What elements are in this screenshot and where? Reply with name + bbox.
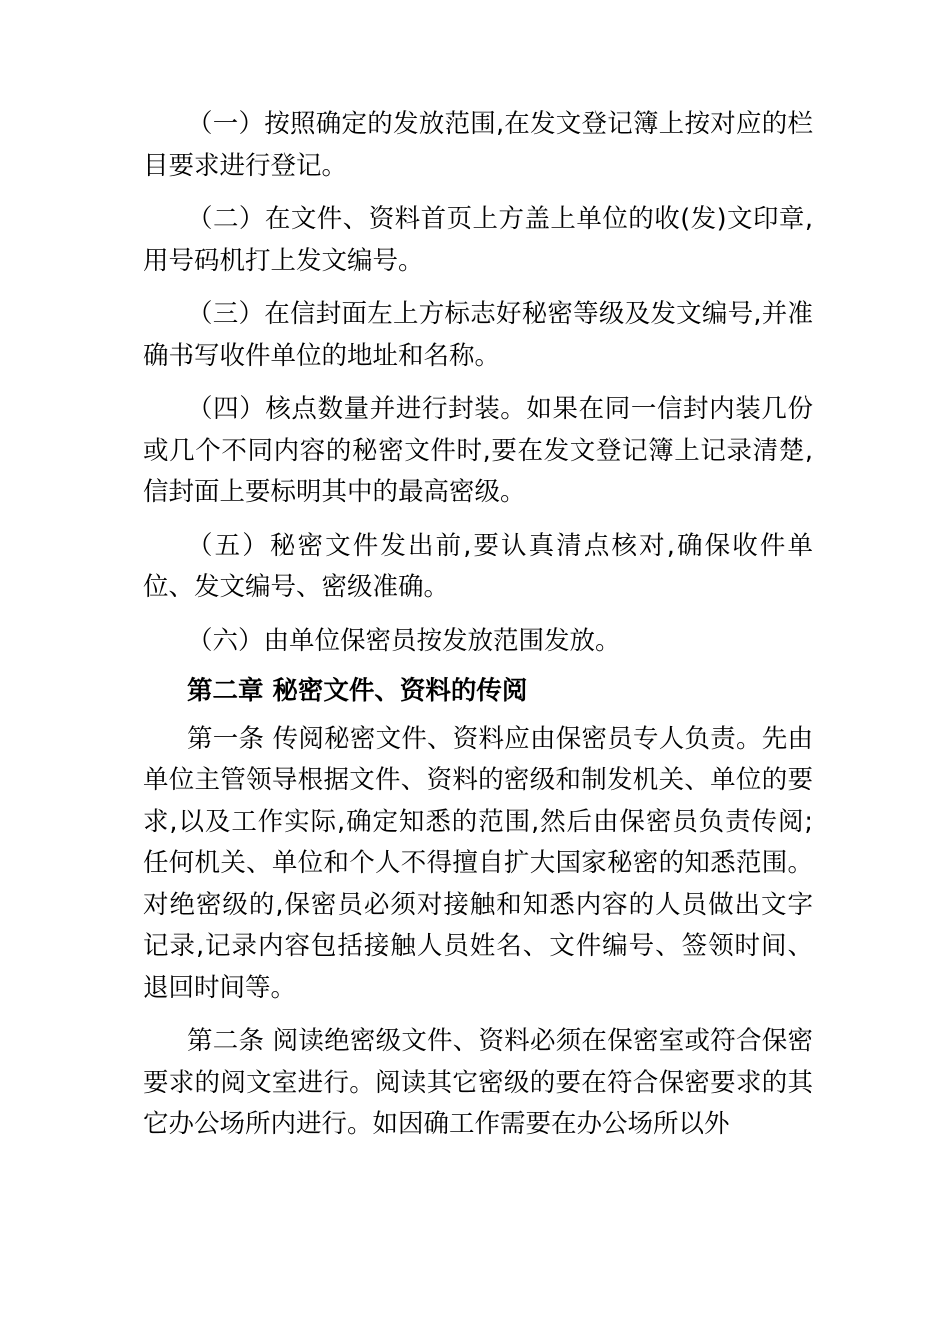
paragraph-item-3: （三）在信封面左上方标志好秘密等级及发文编号,并准确书写收件单位的地址和名称。 (143, 299, 813, 371)
paragraph-item-5: （五）秘密文件发出前,要认真清点核对,确保收件单位、发文编号、密级准确。 (143, 530, 813, 602)
article-2: 第二条 阅读绝密级文件、资料必须在保密室或符合保密要求的阅文室进行。阅读其它密级的要在符合保密要求的其它办公场所内进行。如因确工作需要在办公场所以外 (143, 1026, 813, 1139)
paragraph-item-4: （四）核点数量并进行封装。如果在同一信封内装几份或几个不同内容的秘密文件时,要在发文登记簿上记录清楚,信封面上要标明其中的最高密级。 (143, 394, 813, 507)
chapter-heading: 第二章 秘密文件、资料的传阅 (187, 676, 528, 706)
paragraph-item-1: （一）按照确定的发放范围,在发文登记簿上按对应的栏目要求进行登记。 (143, 109, 813, 181)
paragraph-item-6: （六）由单位保密员按发放范围发放。 (187, 625, 621, 656)
document-body (143, 104, 813, 1158)
paragraph-item-2: （二）在文件、资料首页上方盖上单位的收(发)文印章,用号码机打上发文编号。 (143, 204, 813, 276)
article-1: 第一条 传阅秘密文件、资料应由保密员专人负责。先由单位主管领导根据文件、资料的密级和制发机关、单位的要求,以及工作实际,确定知悉的范围,然后由保密员负责传阅;任何机关、单位和个人不得擅自扩大国家秘密的知悉范围。对绝密级的,保密员必须对接触和知悉内容的人员做出文字记录,记录内容包括接触人员姓名、文件编号、签领时间、退回时间等。 (143, 723, 813, 1003)
